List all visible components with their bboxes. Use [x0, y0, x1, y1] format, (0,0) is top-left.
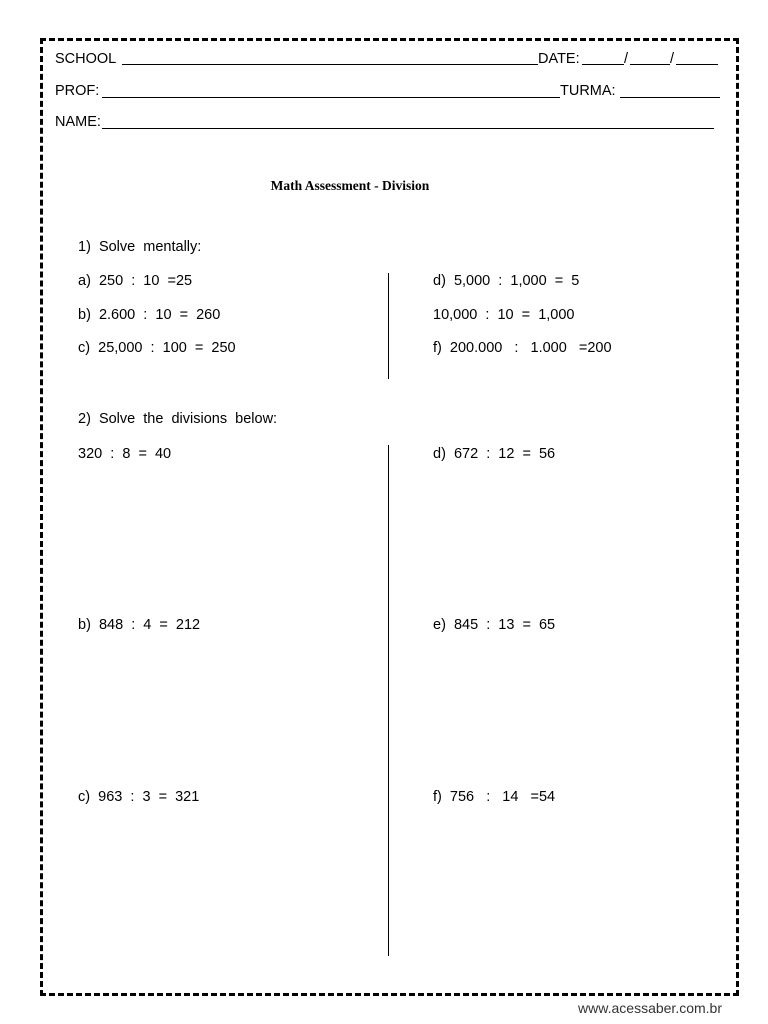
school-field[interactable] — [122, 64, 538, 65]
page-title: Math Assessment - Division — [270, 178, 430, 193]
question-item: b) 2.600 : 10 = 260 — [78, 307, 221, 323]
school-label: SCHOOL — [55, 51, 117, 67]
name-label: NAME: — [55, 114, 101, 130]
question-item: f) 200.000 : 1.000 =200 — [433, 340, 612, 356]
date-day-field[interactable] — [582, 64, 624, 65]
turma-label: TURMA: — [560, 83, 616, 99]
column-divider — [388, 445, 389, 956]
column-divider — [388, 273, 389, 379]
question-item: c) 963 : 3 = 321 — [78, 789, 200, 805]
question-item: d) 672 : 12 = 56 — [433, 446, 556, 462]
name-field[interactable] — [102, 128, 714, 129]
date-year-field[interactable] — [676, 64, 718, 65]
prof-label: PROF: — [55, 83, 100, 99]
footer-url: www.acessaber.com.br — [578, 1000, 722, 1016]
question-item: 10,000 : 10 = 1,000 — [433, 307, 575, 323]
section-heading: 2) Solve the divisions below: — [78, 411, 278, 427]
question-item: 320 : 8 = 40 — [78, 446, 172, 462]
question-item: b) 848 : 4 = 212 — [78, 617, 201, 633]
section-heading: 1) Solve mentally: — [78, 239, 202, 255]
turma-field[interactable] — [620, 97, 720, 98]
question-item: a) 250 : 10 =25 — [78, 273, 193, 289]
question-item: e) 845 : 13 = 65 — [433, 617, 556, 633]
date-label: DATE: — [538, 51, 580, 67]
question-item: d) 5,000 : 1,000 = 5 — [433, 273, 580, 289]
date-separator: / — [624, 51, 629, 67]
date-separator: / — [670, 51, 675, 67]
question-item: c) 25,000 : 100 = 250 — [78, 340, 236, 356]
question-item: f) 756 : 14 =54 — [433, 789, 556, 805]
date-month-field[interactable] — [630, 64, 670, 65]
prof-field[interactable] — [102, 97, 560, 98]
